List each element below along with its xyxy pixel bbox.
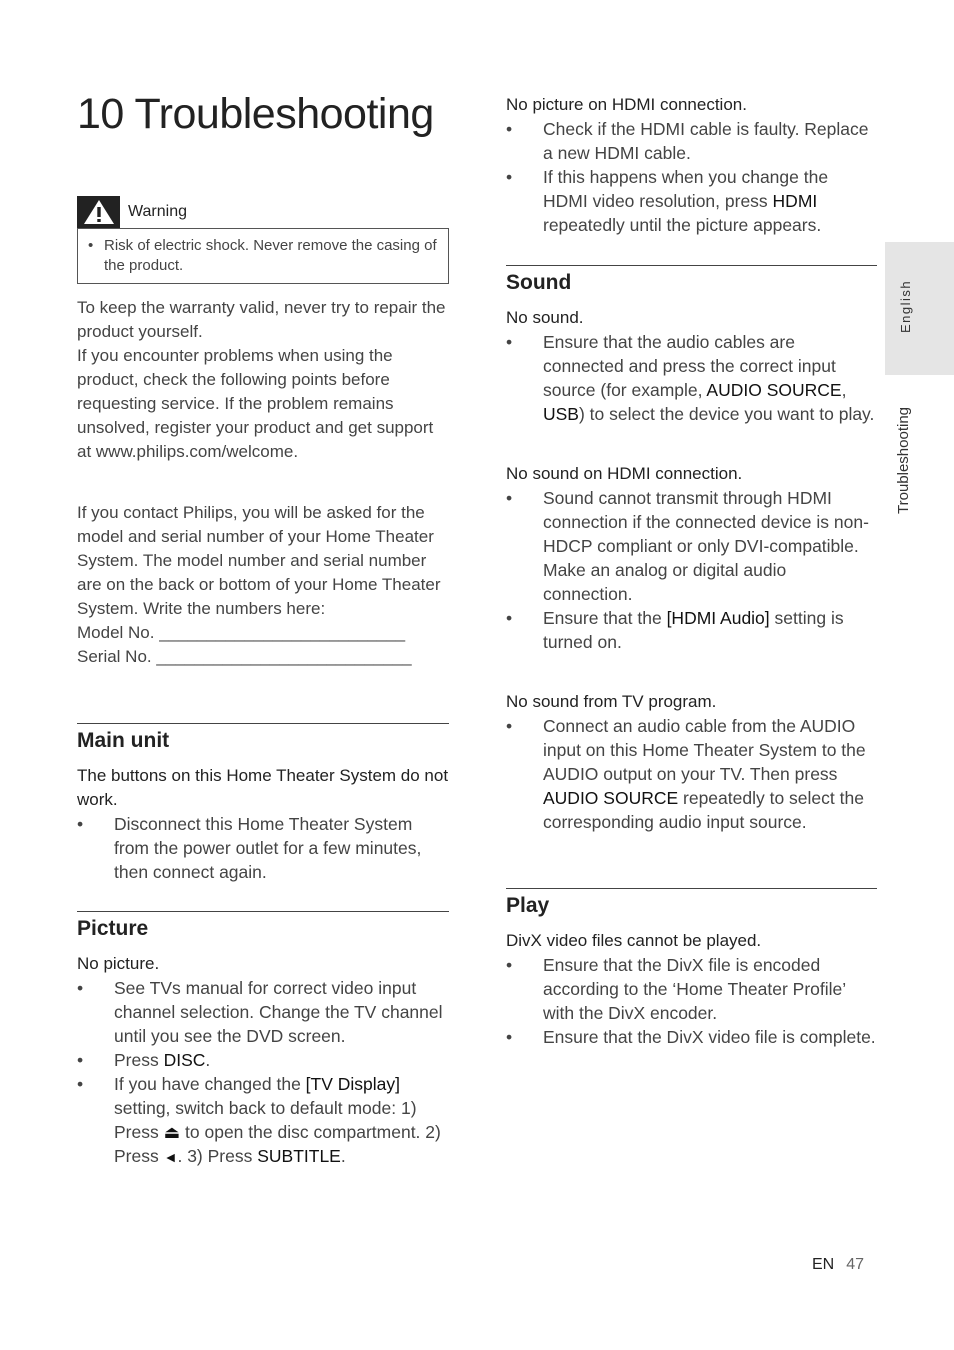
eject-icon: ⏏ [163, 1122, 181, 1142]
warning-block [77, 196, 449, 284]
warning-item [88, 236, 438, 276]
list-item [77, 812, 449, 884]
section-divider [77, 723, 449, 724]
key-hdmi: HDMI [772, 191, 818, 211]
solution-text: Ensure that the DivX file is encoded according to the ‘Home Theater Profile’ with the DivX encoder. [543, 955, 846, 1023]
section-sound-title: Sound [506, 271, 572, 294]
play-solutions [506, 953, 877, 1049]
problem-divx: DivX video files cannot be played. [506, 931, 762, 950]
section-main-unit-title: Main unit [77, 729, 170, 752]
solution-text: If you have changed the [TV Display] setting, switch back to default mode: 1) Press ⏏ to open the disc compartment. 2) Press ◄. 3) Press SUBTITLE. [114, 1074, 441, 1166]
list-item [77, 1072, 449, 1169]
key-usb: USB [543, 404, 579, 424]
list-item [506, 117, 877, 165]
intro-problems: If you encounter problems when using the product, check the following points before requesting service. If the problem remains unsolved, register your product and get support at www.philips.com/welcome. [77, 346, 434, 461]
picture-solutions [77, 976, 449, 1169]
solution-text: If this happens when you change the HDMI video resolution, press HDMI repeatedly until the picture appears. [543, 167, 829, 235]
section-divider [77, 911, 449, 912]
section-play-title: Play [506, 894, 550, 917]
key-audio-source: AUDIO SOURCE [543, 788, 679, 808]
left-arrow-icon: ◄ [163, 1149, 178, 1165]
section-divider [506, 265, 877, 266]
page-title: 10 Troubleshooting [77, 90, 434, 138]
section-divider [506, 888, 877, 889]
list-item [506, 953, 877, 1025]
solution-text: Ensure that the [HDMI Audio] setting is turned on. [543, 608, 844, 652]
side-section-label: Troubleshooting [895, 406, 912, 514]
solution-text: Check if the HDMI cable is faulty. Replace a new HDMI cable. [543, 119, 869, 163]
bullet: • [506, 955, 513, 975]
solution-text: Sound cannot transmit through HDMI connection if the connected device is non-HDCP compliant or only DVI-compatible. Make an analog or digital audio connection. [543, 488, 869, 604]
main-unit-solutions [77, 812, 449, 884]
bullet: • [506, 608, 513, 628]
problem-no-sound-tv: No sound from TV program. [506, 692, 717, 711]
list-item [506, 165, 877, 237]
list-item [506, 714, 877, 834]
list-item [506, 330, 877, 426]
list-item [77, 1048, 449, 1072]
list-item [506, 486, 877, 606]
bullet: • [77, 1050, 84, 1070]
warning-header [77, 196, 449, 228]
problem-buttons-not-work: The buttons on this Home Theater System do not work. [77, 766, 449, 809]
problem-no-picture-hdmi: No picture on HDMI connection. [506, 95, 747, 114]
solution-text: Press DISC. [114, 1050, 211, 1070]
bullet: • [506, 332, 513, 352]
solution-text: Ensure that the DivX video file is complete. [543, 1027, 876, 1047]
model-number-line: Model No. __________________________ [77, 623, 406, 642]
page-footer [812, 1256, 864, 1274]
problem-no-sound: No sound. [506, 308, 584, 327]
left-column [77, 88, 449, 1169]
bullet: • [77, 1074, 84, 1094]
key-audio-source: AUDIO SOURCE [706, 380, 842, 400]
hdmi-sound-solutions [506, 486, 877, 654]
hdmi-picture-solutions [506, 117, 877, 237]
intro-warranty: To keep the warranty valid, never try to repair the product yourself. [77, 298, 446, 341]
right-column [506, 93, 877, 1049]
warning-label: Warning [128, 203, 187, 220]
bullet: • [506, 119, 513, 139]
solution-text: Connect an audio cable from the AUDIO input on this Home Theater System to the AUDIO output on your TV. Then press AUDIO SOURCE repeatedly to select the corresponding audio input source. [543, 716, 866, 832]
list-item [506, 1025, 877, 1049]
solution-text: Disconnect this Home Theater System from the power outlet for a few minutes, then connect again. [114, 814, 422, 882]
side-language-label: English [898, 279, 913, 333]
bullet: • [77, 978, 84, 998]
key-hdmi-audio: [HDMI Audio] [666, 608, 770, 628]
solution-text: See TVs manual for correct video input channel selection. Change the TV channel until you see the DVD screen. [114, 978, 443, 1046]
key-tv-display: [TV Display] [305, 1074, 400, 1094]
section-picture-title: Picture [77, 917, 149, 940]
warning-triangle-icon [77, 196, 120, 228]
tv-sound-solutions [506, 714, 877, 834]
bullet: • [506, 1027, 513, 1047]
intro-contact: If you contact Philips, you will be asked for the model and serial number of your Home Theater System. The model number and serial number are on the back or bottom of your Home Theater System. Write the numbers here: [77, 503, 441, 618]
problem-no-picture: No picture. [77, 954, 160, 973]
footer-language: EN [812, 1256, 835, 1273]
page-number: 47 [846, 1256, 865, 1273]
bullet: • [506, 716, 513, 736]
key-disc: DISC [163, 1050, 206, 1070]
serial-number-line: Serial No. ___________________________ [77, 647, 412, 666]
warning-text: Risk of electric shock. Never remove the casing of the product. [104, 237, 437, 274]
list-item [77, 976, 449, 1048]
no-sound-solutions [506, 330, 877, 426]
solution-text: Ensure that the audio cables are connected and press the correct input source (for example, AUDIO SOURCE, USB) to select the device you want to play. [543, 332, 875, 424]
problem-no-sound-hdmi: No sound on HDMI connection. [506, 464, 743, 483]
list-item [506, 606, 877, 654]
bullet: • [506, 488, 513, 508]
language-side-tab [885, 242, 954, 375]
bullet: • [88, 237, 94, 254]
key-subtitle: SUBTITLE [257, 1146, 341, 1166]
warning-box [77, 228, 449, 284]
bullet: • [506, 167, 513, 187]
bullet: • [77, 814, 84, 834]
